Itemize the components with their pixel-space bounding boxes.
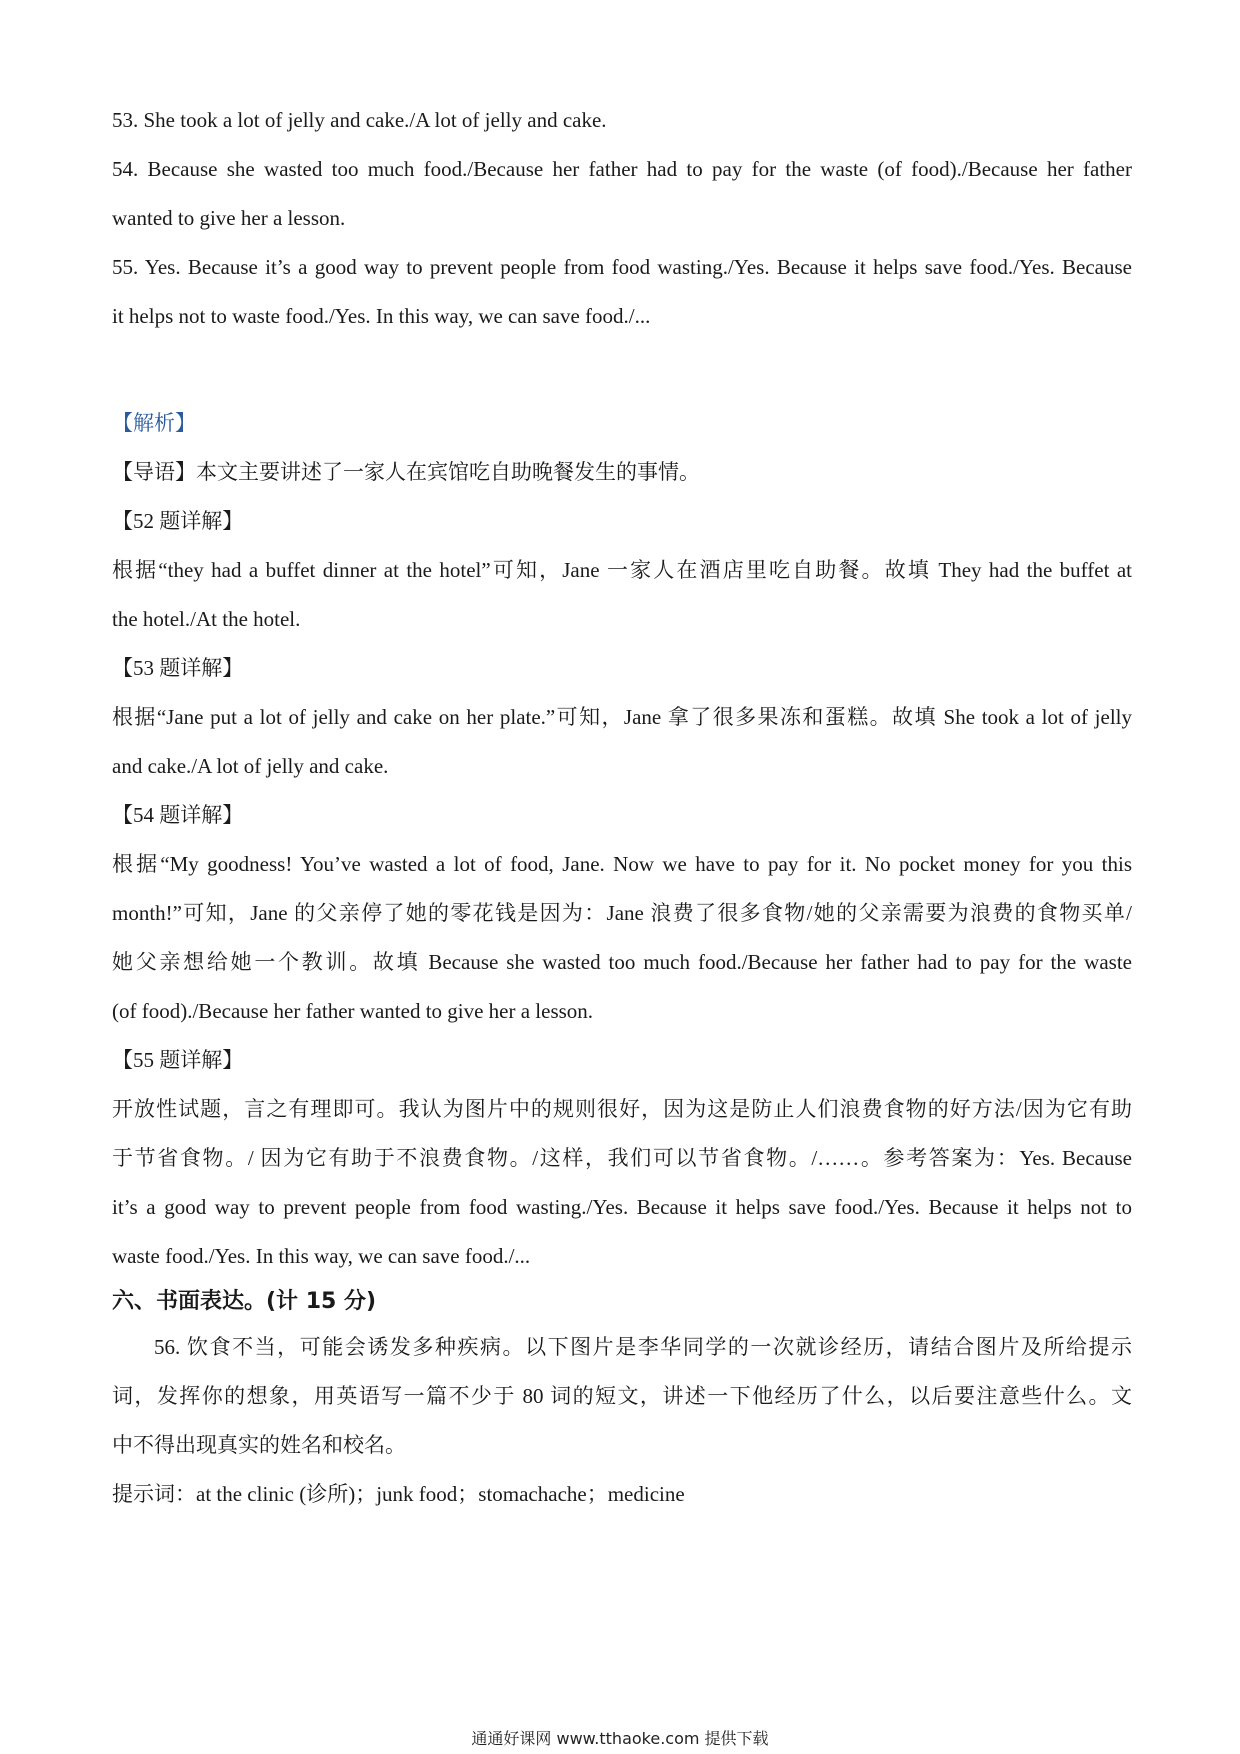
prompt-line: 词，发挥你的想象，用英语写一篇不少于 80 词的短文，讲述一下他经历了什么，以后要注意些什么。文 — [112, 1384, 1132, 1408]
q56-prompt — [112, 1323, 1132, 1470]
q53-heading: 【53 题详解】 — [112, 656, 244, 680]
answer-55 — [112, 243, 1132, 341]
explanation-line: 开放性试题，言之有理即可。我认为图片中的规则很好，因为这是防止人们浪费食物的好方法/因为它有助 — [112, 1097, 1132, 1121]
explanation-line: (of food)./Because her father wanted to give her a lesson. — [112, 999, 594, 1023]
prompt-line: 中不得出现真实的姓名和校名。 — [112, 1433, 406, 1457]
q52-explanation — [112, 497, 1132, 644]
hint-words: 提示词：at the clinic (诊所)；junk food；stomachache；medicine — [112, 1482, 685, 1506]
explanation-line: it’s a good way to prevent people from food wasting./Yes. Because it helps save food./Yes. Because it helps not to — [112, 1195, 1132, 1219]
answer-line: 53. She took a lot of jelly and cake./A lot of jelly and cake. — [112, 108, 607, 132]
answer-53 — [112, 96, 1132, 145]
explanation-line: 于节省食物。/ 因为它有助于不浪费食物。/这样，我们可以节省食物。/……。参考答案为：Yes. Because — [112, 1146, 1132, 1170]
analysis-tag: 【解析】 — [112, 411, 196, 435]
prompt-line: 56. 饮食不当，可能会诱发多种疾病。以下图片是李华同学的一次就诊经历，请结合图片及所给提示 — [154, 1335, 1132, 1359]
q52-heading: 【52 题详解】 — [112, 509, 244, 533]
q54-heading: 【54 题详解】 — [112, 803, 244, 827]
answer-54 — [112, 145, 1132, 243]
explanation-line: 她父亲想给她一个教训。故填 Because she wasted too much food./Because her father had to pay for the waste — [112, 950, 1132, 974]
explanation-line: month!”可知，Jane 的父亲停了她的零花钱是因为：Jane 浪费了很多食物/她的父亲需要为浪费的食物买单/ — [112, 901, 1132, 925]
q53-explanation — [112, 644, 1132, 791]
page-footer: 通通好课网 www.tthaoke.com 提供下载 — [471, 1729, 769, 1748]
analysis-intro: 【导语】本文主要讲述了一家人在宾馆吃自助晚餐发生的事情。 — [112, 460, 700, 484]
q54-explanation — [112, 791, 1132, 1036]
explanation-line: the hotel./At the hotel. — [112, 607, 301, 631]
section-heading-writing: 六、书面表达。(计 15 分) — [112, 1289, 377, 1314]
explanation-line: 根据“My goodness! You’ve wasted a lot of food, Jane. Now we have to pay for it. No pocket money for you this — [112, 852, 1132, 876]
answer-line: 55. Yes. Because it’s a good way to prevent people from food wasting./Yes. Because it helps save food./Yes. Because — [112, 255, 1132, 279]
q55-heading: 【55 题详解】 — [112, 1048, 244, 1072]
explanation-line: waste food./Yes. In this way, we can save food./... — [112, 1244, 531, 1268]
explanation-line: 根据“they had a buffet dinner at the hotel”可知，Jane 一家人在酒店里吃自助餐。故填 They had the buffet at — [112, 558, 1132, 582]
explanation-line: and cake./A lot of jelly and cake. — [112, 754, 389, 778]
document-page — [112, 96, 1132, 1519]
q55-explanation — [112, 1036, 1132, 1281]
answer-line: 54. Because she wasted too much food./Because her father had to pay for the waste (of food)./Because her father — [112, 157, 1132, 181]
answer-line: wanted to give her a lesson. — [112, 206, 346, 230]
answer-line: it helps not to waste food./Yes. In this way, we can save food./... — [112, 304, 651, 328]
explanation-line: 根据“Jane put a lot of jelly and cake on her plate.”可知，Jane 拿了很多果冻和蛋糕。故填 She took a lot of jelly — [112, 705, 1132, 729]
